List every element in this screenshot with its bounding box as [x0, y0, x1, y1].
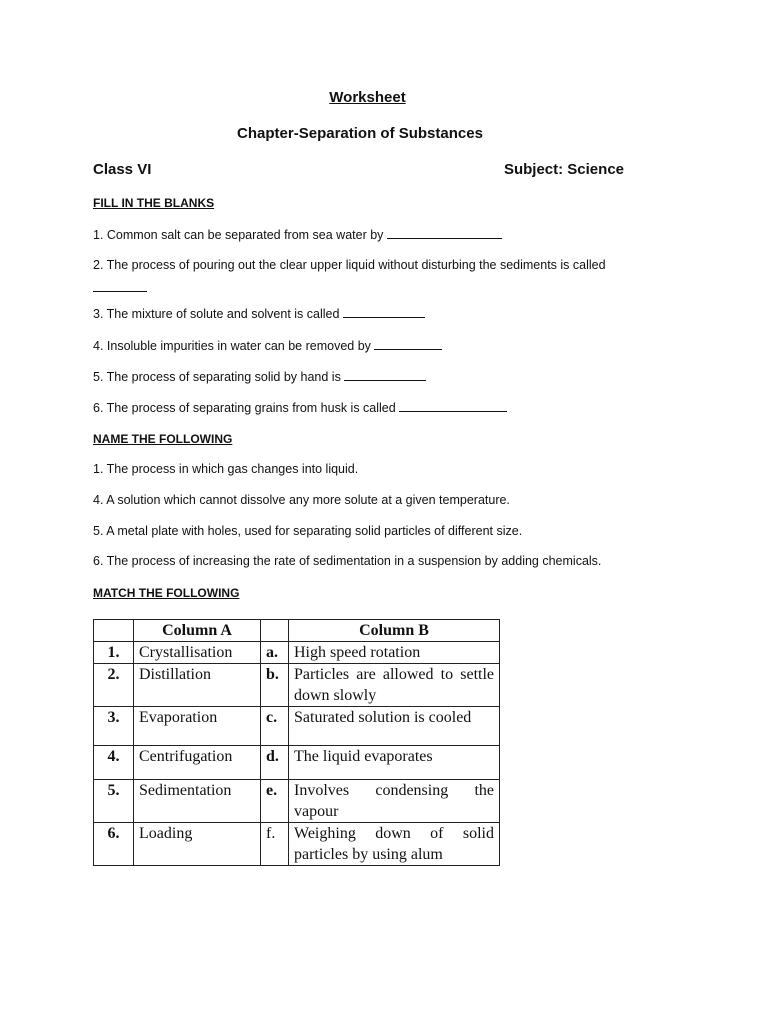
column-b-cell: The liquid evaporates: [289, 746, 500, 780]
header-letter-cell: [261, 620, 289, 642]
table-header-row: [94, 620, 500, 642]
column-a-cell: Loading: [134, 823, 261, 866]
table-row: [94, 664, 500, 707]
column-a-cell: Centrifugation: [134, 746, 261, 780]
fill-blank-text: 1. Common salt can be separated from sea water by: [93, 228, 384, 242]
fill-blank-text: 3. The mixture of solute and solvent is called: [93, 307, 340, 321]
answer-blank[interactable]: [344, 369, 426, 381]
name-item: 1. The process in which gas changes into liquid.: [93, 462, 359, 476]
answer-blank[interactable]: [93, 280, 147, 292]
match-table: [93, 619, 500, 866]
fill-blank-item: [93, 224, 653, 247]
subject-label: Subject: Science: [503, 161, 624, 178]
fill-blank-text: 2. The process of pouring out the clear upper liquid without disturbing the sediments is called: [93, 258, 606, 272]
class-label: Class VI: [93, 161, 152, 178]
row-number: 5.: [94, 780, 134, 823]
name-item: 4. A solution which cannot dissolve any more solute at a given temperature.: [93, 493, 510, 507]
fill-blanks-heading: FILL IN THE BLANKS: [93, 196, 215, 210]
column-b-header: Column B: [289, 620, 500, 642]
column-b-cell: Involves condensing the vapour: [289, 780, 500, 823]
column-b-cell: Weighing down of solid particles by using alum: [289, 823, 500, 866]
answer-blank[interactable]: [374, 338, 442, 350]
table-row: [94, 707, 500, 746]
row-letter: e.: [261, 780, 289, 823]
fill-blank-item: [93, 397, 653, 420]
row-letter: c.: [261, 707, 289, 746]
row-number: 4.: [94, 746, 134, 780]
answer-blank[interactable]: [387, 227, 502, 239]
fill-blank-text: 6. The process of separating grains from husk is called: [93, 401, 396, 415]
name-following-heading: NAME THE FOLLOWING: [93, 432, 233, 446]
row-letter: d.: [261, 746, 289, 780]
row-letter: a.: [261, 642, 289, 664]
row-letter: b.: [261, 664, 289, 707]
fill-blank-item: [93, 335, 653, 358]
fill-blank-text: 4. Insoluble impurities in water can be removed by: [93, 339, 371, 353]
chapter-title: Chapter-Separation of Substances: [237, 125, 483, 142]
match-following-heading: MATCH THE FOLLOWING: [93, 586, 240, 600]
table-row: [94, 642, 500, 664]
fill-blank-text: 5. The process of separating solid by hand is: [93, 370, 341, 384]
column-b-cell: High speed rotation: [289, 642, 500, 664]
header-num-cell: [94, 620, 134, 642]
row-number: 2.: [94, 664, 134, 707]
fill-blank-item: [93, 366, 653, 389]
fill-blank-item: [93, 254, 653, 300]
fill-blank-item: [93, 303, 653, 326]
column-a-cell: Sedimentation: [134, 780, 261, 823]
name-item: 5. A metal plate with holes, used for separating solid particles of different size.: [93, 524, 523, 538]
row-letter: f.: [261, 823, 289, 866]
row-number: 1.: [94, 642, 134, 664]
column-a-cell: Evaporation: [134, 707, 261, 746]
answer-blank[interactable]: [343, 306, 425, 318]
column-b-cell: Particles are allowed to settle down slowly: [289, 664, 500, 707]
column-a-cell: Distillation: [134, 664, 261, 707]
row-number: 3.: [94, 707, 134, 746]
row-number: 6.: [94, 823, 134, 866]
column-b-cell: Saturated solution is cooled: [289, 707, 500, 746]
column-a-cell: Crystallisation: [134, 642, 261, 664]
table-row: [94, 780, 500, 823]
worksheet-title: Worksheet: [329, 89, 406, 106]
table-row: [94, 746, 500, 780]
name-item: 6. The process of increasing the rate of sedimentation in a suspension by adding chemicals.: [93, 554, 602, 568]
table-row: [94, 823, 500, 866]
answer-blank[interactable]: [399, 400, 507, 412]
class-subject-line: [93, 161, 624, 178]
column-a-header: Column A: [134, 620, 261, 642]
